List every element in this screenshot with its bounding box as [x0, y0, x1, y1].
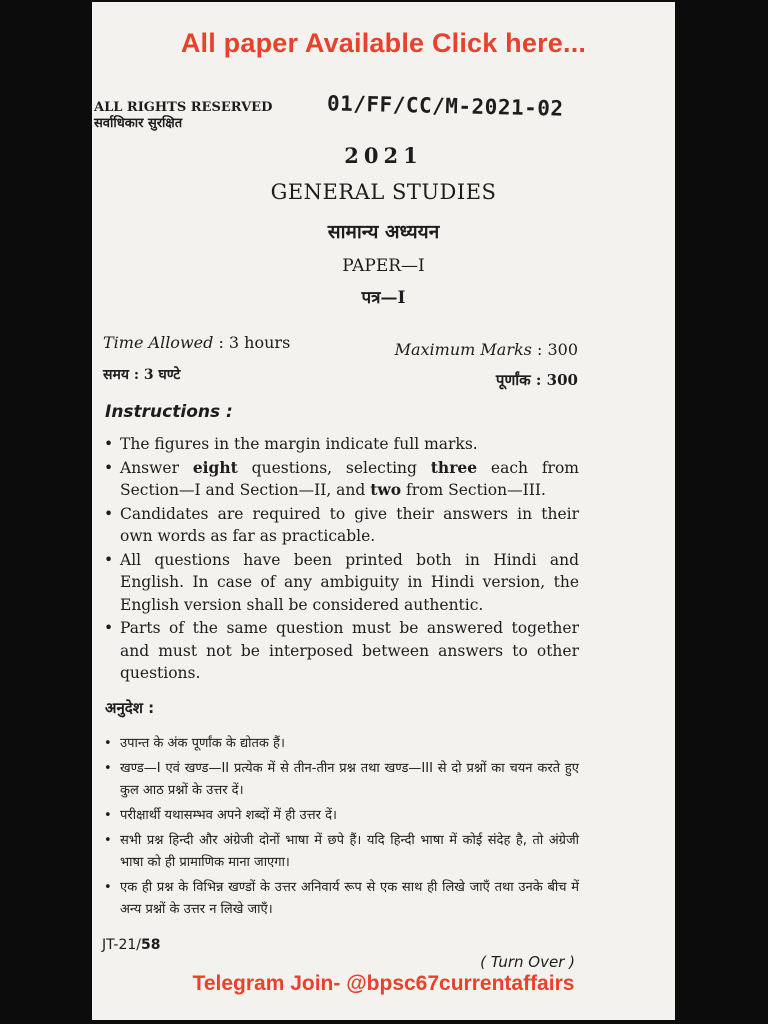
- instruction-item-hi: [104, 805, 579, 827]
- exam-year: 2021: [344, 143, 423, 168]
- bullet-icon: •: [104, 880, 112, 895]
- instruction-text-hi: उपान्त के अंक पूर्णांक के द्योतक हैं।: [120, 736, 285, 751]
- instructions-heading-hi: अनुदेश :: [105, 699, 155, 717]
- instruction-text: The figures in the margin indicate full marks.: [120, 435, 478, 453]
- instruction-item-hi: [104, 733, 579, 755]
- instruction-text: Parts of the same question must be answered together and must not be interposed between answers to other questions.: [120, 619, 579, 682]
- bullet-icon: •: [104, 619, 114, 637]
- rights-reserved-hi: सर्वाधिकार सुरक्षित: [94, 116, 183, 131]
- bullet-icon: •: [104, 808, 112, 823]
- instruction-text-hi: खण्ड—I एवं खण्ड—II प्रत्येक में से तीन-तीन प्रश्न तथा खण्ड—III से दो प्रश्नों का चयन करते हुए कुल आठ प्रश्नों के उत्तर दें।: [120, 761, 579, 798]
- instruction-text-hi: एक ही प्रश्न के विभिन्न खण्डों के उत्तर अनिवार्य रूप से एक साथ ही लिखे जाएँ तथा उनके बीच में अन्य प्रश्नों के उत्तर न लिखे जाएँ।: [120, 880, 579, 917]
- instruction-item-hi: [104, 830, 579, 874]
- maximum-marks-label: Maximum Marks: [394, 340, 532, 359]
- click-here-banner[interactable]: All paper Available Click here...: [180, 28, 587, 58]
- paper-number-en: PAPER—I: [342, 256, 425, 276]
- instruction-item-hi: [104, 758, 579, 802]
- instruction-text-hi: परीक्षार्थी यथासम्भव अपने शब्दों में ही उत्तर दें।: [120, 808, 337, 823]
- footer-page-code: JT-21/58: [102, 937, 161, 953]
- turn-over-note: ( Turn Over ): [480, 953, 575, 971]
- time-allowed-label: Time Allowed: [103, 333, 214, 352]
- bullet-icon: •: [104, 833, 112, 848]
- subject-title-en: GENERAL STUDIES: [270, 180, 497, 204]
- instruction-item: [104, 503, 579, 548]
- maximum-marks-hi: पूर्णांक : 300: [495, 371, 578, 389]
- paper-code: 01/FF/CC/M-2021-02: [326, 91, 564, 121]
- instruction-text-hi: सभी प्रश्न हिन्दी और अंग्रेजी दोनों भाषा में छपे हैं। यदि हिन्दी भाषा में कोई संदेह है, तो अंग्रेजी भाषा को ही प्रामाणिक माना जाएगा।: [120, 833, 579, 870]
- time-allowed-en: [103, 333, 290, 352]
- bullet-icon: •: [104, 504, 114, 523]
- bullet-icon: •: [104, 736, 112, 751]
- bullet-icon: •: [104, 458, 114, 477]
- bullet-icon: •: [104, 761, 112, 776]
- rights-reserved-en: ALL RIGHTS RESERVED: [94, 100, 273, 115]
- instructions-list-en: [104, 433, 579, 686]
- subject-title-hi: सामान्य अध्ययन: [327, 221, 440, 243]
- bullet-icon: •: [104, 435, 114, 453]
- instruction-item: [104, 457, 579, 502]
- telegram-join-banner[interactable]: Telegram Join- @bpsc67currentaffairs: [192, 972, 575, 995]
- instructions-heading-en: Instructions :: [105, 402, 233, 422]
- instruction-item: [104, 433, 579, 456]
- instruction-text: Answer eight questions, selecting three each from Section—I and Section—II, and two from Section—III.: [120, 457, 579, 499]
- instruction-text: Candidates are required to give their answers in their own words as far as practicable.: [120, 504, 579, 545]
- time-allowed-value: : 3 hours: [218, 333, 291, 352]
- paper-number-hi: पत्र—I: [361, 288, 406, 308]
- instruction-item: [104, 617, 579, 685]
- maximum-marks-en: [395, 340, 578, 359]
- instruction-text: All questions have been printed both in Hindi and English. In case of any ambiguity in Hindi version, the English version shall be considered authentic.: [120, 550, 579, 614]
- bullet-icon: •: [104, 550, 114, 569]
- instruction-item-hi: [104, 877, 579, 921]
- time-allowed-hi: समय : 3 घण्टे: [103, 367, 181, 383]
- maximum-marks-value: : 300: [536, 340, 578, 359]
- instructions-list-hi: [104, 733, 579, 924]
- rights-reserved: [94, 100, 272, 132]
- instruction-item: [104, 549, 579, 617]
